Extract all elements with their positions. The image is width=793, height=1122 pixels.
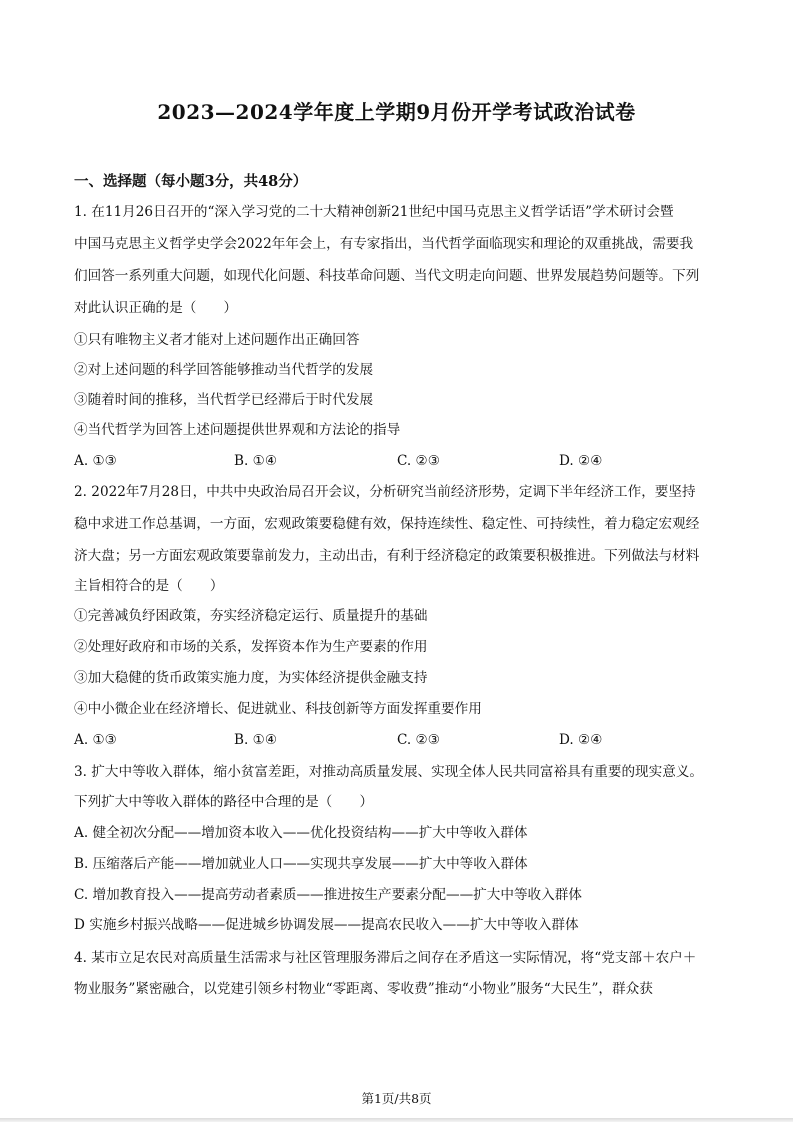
q2-stem-line: 济大盘；另一方面宏观政策要靠前发力，主动出击，有利于经济稳定的政策要积极推进。下列做法与材料 <box>74 548 700 564</box>
q3-option-a: A. 健全初次分配——增加资本收入——优化投资结构——扩大中等收入群体 <box>74 825 528 841</box>
q3-stem-line: 下列扩大中等收入群体的路径中合理的是（ ） <box>74 794 374 810</box>
q1-stem-line: 对此认识正确的是（ ） <box>74 300 238 316</box>
exam-title: 2023—2024学年度上学期9月份开学考试政治试卷 <box>157 100 636 124</box>
q2-statement: ③加大稳健的货币政策实施力度，为实体经济提供金融支持 <box>74 670 428 686</box>
q2-option-c: C. ②③ <box>397 732 440 748</box>
q2-stem-line: 2. 2022年7月28日，中共中央政治局召开会议，分析研究当前经济形势，定调下半年经济工作，要坚持 <box>74 484 696 500</box>
q2-option-b: B. ①④ <box>234 732 278 748</box>
q1-stem-line: 中国马克思主义哲学史学会2022年年会上，有专家指出，当代哲学面临现实和理论的双重挑战，需要我 <box>74 236 694 252</box>
q1-statement: ①只有唯物主义者才能对上述问题作出正确回答 <box>74 332 360 348</box>
q1-stem-line: 们回答一系列重大问题，如现代化问题、科技革命问题、当代文明走向问题、世界发展趋势问题等。下列 <box>74 268 700 284</box>
q2-stem-line: 稳中求进工作总基调，一方面，宏观政策要稳健有效，保持连续性、稳定性、可持续性，着力稳定宏观经 <box>74 516 700 532</box>
q2-stem-line: 主旨相符合的是（ ） <box>74 578 224 594</box>
page-bottom-edge <box>0 1118 793 1122</box>
q1-stem-line: 1. 在11月26日召开的“深入学习党的二十大精神创新21世纪中国马克思主义哲学话语”学术研讨会暨 <box>74 204 674 220</box>
q2-statement: ①完善减负纾困政策，夯实经济稳定运行、质量提升的基础 <box>74 608 428 624</box>
q1-statement: ④当代哲学为回答上述问题提供世界观和方法论的指导 <box>74 422 401 438</box>
section-heading: 一、选择题（每小题3分，共48分） <box>74 173 308 190</box>
q3-option-b: B. 压缩落后产能——增加就业人口——实现共享发展——扩大中等收入群体 <box>74 856 528 872</box>
q4-stem-line: 物业服务”紧密融合，以党建引领乡村物业“零距离、零收费”推动“小物业”服务“大民生”，群众获 <box>74 981 653 997</box>
page-number: 第1页/共8页 <box>361 1091 432 1106</box>
q1-option-d: D. ②④ <box>559 453 603 469</box>
q2-statement: ④中小微企业在经济增长、促进就业、科技创新等方面发挥重要作用 <box>74 701 482 717</box>
q3-stem-line: 3. 扩大中等收入群体，缩小贫富差距，对推动高质量发展、实现全体人民共同富裕具有重要的现实意义。 <box>74 764 704 780</box>
q2-option-d: D. ②④ <box>559 732 603 748</box>
q2-statement: ②处理好政府和市场的关系，发挥资本作为生产要素的作用 <box>74 639 428 655</box>
q3-option-c: C. 增加教育投入——提高劳动者素质——推进按生产要素分配——扩大中等收入群体 <box>74 887 582 903</box>
q1-statement: ②对上述问题的科学回答能够推动当代哲学的发展 <box>74 362 374 378</box>
q1-statement: ③随着时间的推移，当代哲学已经滞后于时代发展 <box>74 392 374 408</box>
q3-option-d: D 实施乡村振兴战略——促进城乡协调发展——提高农民收入——扩大中等收入群体 <box>74 917 579 933</box>
q4-stem-line: 4. 某市立足农民对高质量生活需求与社区管理服务滞后之间存在矛盾这一实际情况，将“党支部＋农户＋ <box>74 950 697 966</box>
q1-option-a: A. ①③ <box>74 453 117 469</box>
q2-option-a: A. ①③ <box>74 732 117 748</box>
q1-option-b: B. ①④ <box>234 453 278 469</box>
q1-option-c: C. ②③ <box>397 453 440 469</box>
